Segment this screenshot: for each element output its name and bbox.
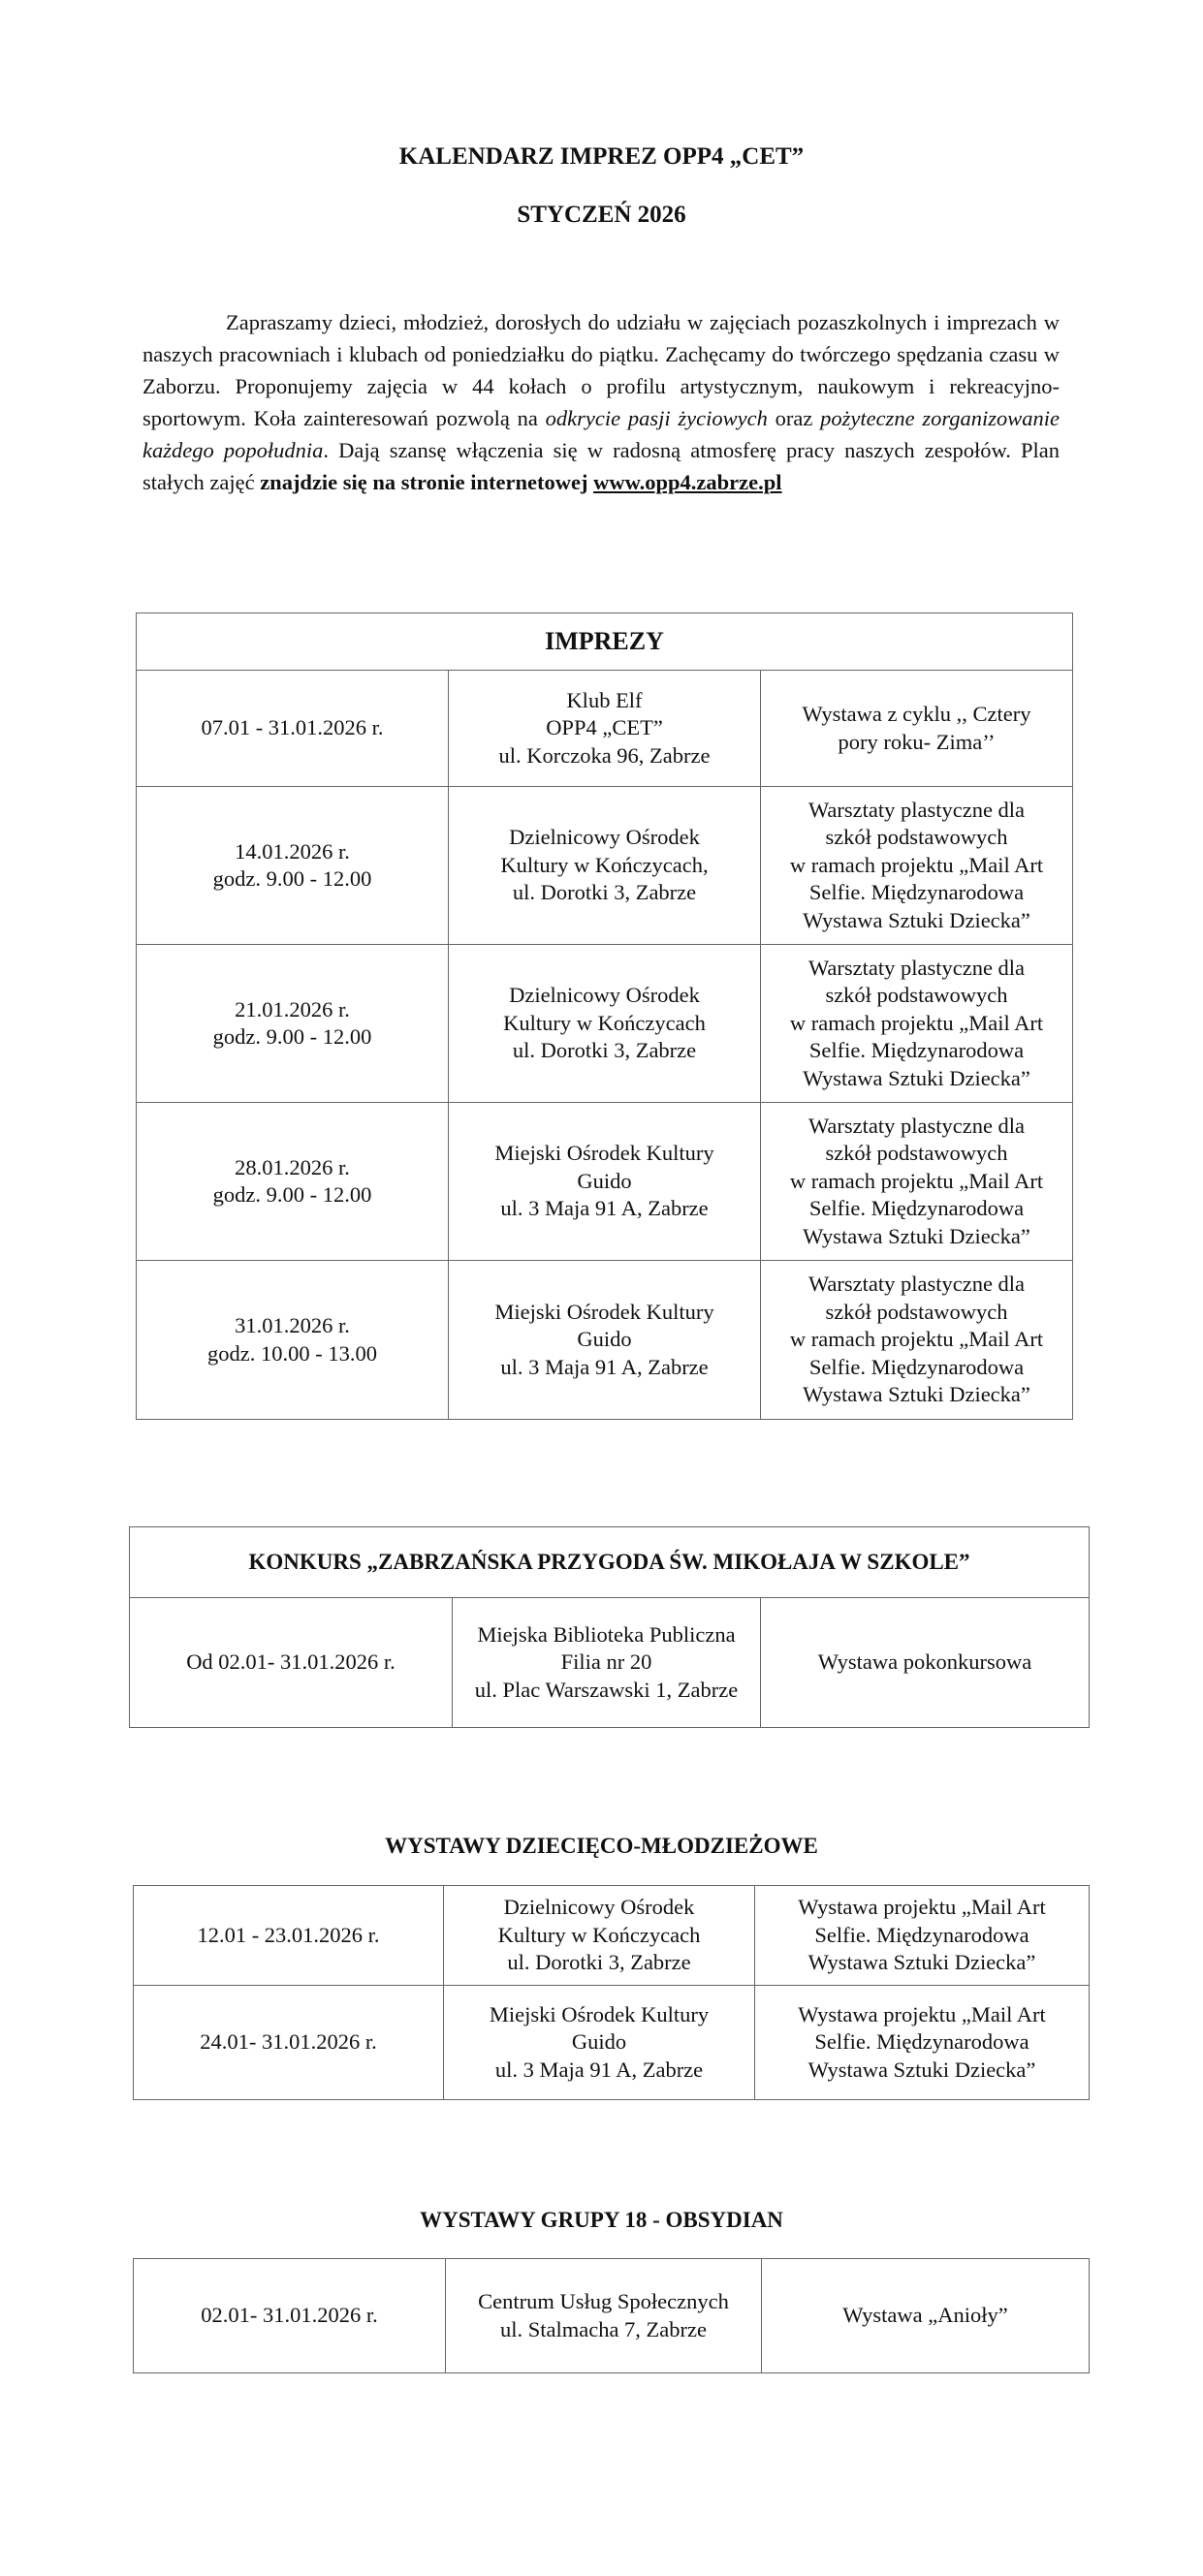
intro-emphasis-2: pożyteczne zorganizowanie każdego popołudnia	[142, 406, 1061, 462]
table-row	[137, 1103, 1073, 1261]
table-row	[134, 1886, 1090, 1986]
event-description: Warsztaty plastyczne dla szkół podstawowych w ramach projektu „Mail Art Selfie. Międzynarodowa Wystawa Sztuki Dziecka”	[761, 1103, 1073, 1261]
intro-emphasis-1: odkrycie pasji życiowych	[545, 406, 768, 430]
event-place: Miejski Ośrodek Kultury Guido ul. 3 Maja 91 A, Zabrze	[444, 1986, 755, 2100]
intro-bold-text: znajdzie się na stronie internetowej	[260, 470, 594, 494]
table-row	[130, 1598, 1090, 1728]
month-title: STYCZEŃ 2026	[517, 202, 686, 228]
event-date: 28.01.2026 r. godz. 9.00 - 12.00	[137, 1103, 449, 1261]
event-place: Miejski Ośrodek Kultury Guido ul. 3 Maja 91 A, Zabrze	[449, 1103, 761, 1261]
event-description: Wystawa projektu „Mail Art Selfie. Międzynarodowa Wystawa Sztuki Dziecka”	[755, 1986, 1090, 2100]
event-date: 21.01.2026 r. godz. 9.00 - 12.00	[137, 945, 449, 1103]
event-description: Wystawa z cyklu ,, Cztery pory roku- Zima’’	[761, 671, 1073, 787]
event-description: Wystawa „Anioły”	[762, 2259, 1090, 2373]
event-place: Miejski Ośrodek Kultury Guido ul. 3 Maja 91 A, Zabrze	[449, 1261, 761, 1420]
imprezy-heading: IMPREZY	[137, 613, 1073, 671]
intro-text-1: Zapraszamy dzieci, młodzież, dorosłych do udziału w zajęciach pozaszkolnych i imprezach w naszych pracowniach i klubach od poniedziałku do piątku. Zachęcamy do twórczego spędzania czasu w Zaborzu. Proponujemy zajęcia w 44 kołach o profilu artystycznym, naukowym i rekreacyjno-sportowym. Koła zainteresowań pozwolą na	[142, 310, 1060, 430]
event-place: Klub Elf OPP4 „CET” ul. Korczoka 96, Zabrze	[449, 671, 761, 787]
table-row	[134, 1986, 1090, 2100]
intro-paragraph	[142, 306, 1060, 498]
event-date: 14.01.2026 r. godz. 9.00 - 12.00	[137, 787, 449, 945]
table-row	[137, 945, 1073, 1103]
event-place: Dzielnicowy Ośrodek Kultury w Kończycach, ul. Dorotki 3, Zabrze	[449, 787, 761, 945]
event-description: Wystawa pokonkursowa	[761, 1598, 1090, 1728]
intro-text-2: oraz	[767, 406, 821, 430]
intro-text-3: . Dają szansę włączenia się w radosną atmosferę pracy naszych zespołów. Plan stałych zajęć	[142, 438, 1060, 494]
konkurs-table	[129, 1526, 1090, 1728]
table-row	[137, 1261, 1073, 1420]
wystawy-dm-heading: WYSTAWY DZIECIĘCO-MŁODZIEŻOWE	[385, 1834, 818, 1858]
event-description: Warsztaty plastyczne dla szkół podstawowych w ramach projektu „Mail Art Selfie. Międzynarodowa Wystawa Sztuki Dziecka”	[761, 945, 1073, 1103]
event-date: 02.01- 31.01.2026 r.	[134, 2259, 446, 2373]
event-place: Miejska Biblioteka Publiczna Filia nr 20 ul. Plac Warszawski 1, Zabrze	[453, 1598, 761, 1728]
event-date: Od 02.01- 31.01.2026 r.	[130, 1598, 453, 1728]
table-row	[137, 787, 1073, 945]
event-place: Centrum Usług Społecznych ul. Stalmacha 7, Zabrze	[446, 2259, 762, 2373]
event-description: Warsztaty plastyczne dla szkół podstawowych w ramach projektu „Mail Art Selfie. Międzynarodowa Wystawa Sztuki Dziecka”	[761, 1261, 1073, 1420]
wystawy-g18-table	[133, 2258, 1090, 2373]
event-date: 24.01- 31.01.2026 r.	[134, 1986, 444, 2100]
event-place: Dzielnicowy Ośrodek Kultury w Kończycach ul. Dorotki 3, Zabrze	[449, 945, 761, 1103]
wystawy-dm-table	[133, 1885, 1090, 2100]
event-date: 12.01 - 23.01.2026 r.	[134, 1886, 444, 1986]
wystawy-g18-heading: WYSTAWY GRUPY 18 - OBSYDIAN	[420, 2208, 783, 2232]
event-description: Wystawa projektu „Mail Art Selfie. Międzynarodowa Wystawa Sztuki Dziecka”	[755, 1886, 1090, 1986]
table-row	[137, 671, 1073, 787]
website-link[interactable]: www.opp4.zabrze.pl	[593, 470, 782, 494]
event-place: Dzielnicowy Ośrodek Kultury w Kończycach ul. Dorotki 3, Zabrze	[444, 1886, 755, 1986]
imprezy-table	[136, 613, 1073, 1420]
event-description: Warsztaty plastyczne dla szkół podstawowych w ramach projektu „Mail Art Selfie. Międzynarodowa Wystawa Sztuki Dziecka”	[761, 787, 1073, 945]
konkurs-heading: KONKURS „ZABRZAŃSKA PRZYGODA ŚW. MIKOŁAJA W SZKOLE”	[130, 1527, 1090, 1598]
event-date: 31.01.2026 r. godz. 10.00 - 13.00	[137, 1261, 449, 1420]
event-date: 07.01 - 31.01.2026 r.	[137, 671, 449, 787]
table-row	[134, 2259, 1090, 2373]
document-title: KALENDARZ IMPREZ OPP4 „CET”	[398, 143, 805, 170]
